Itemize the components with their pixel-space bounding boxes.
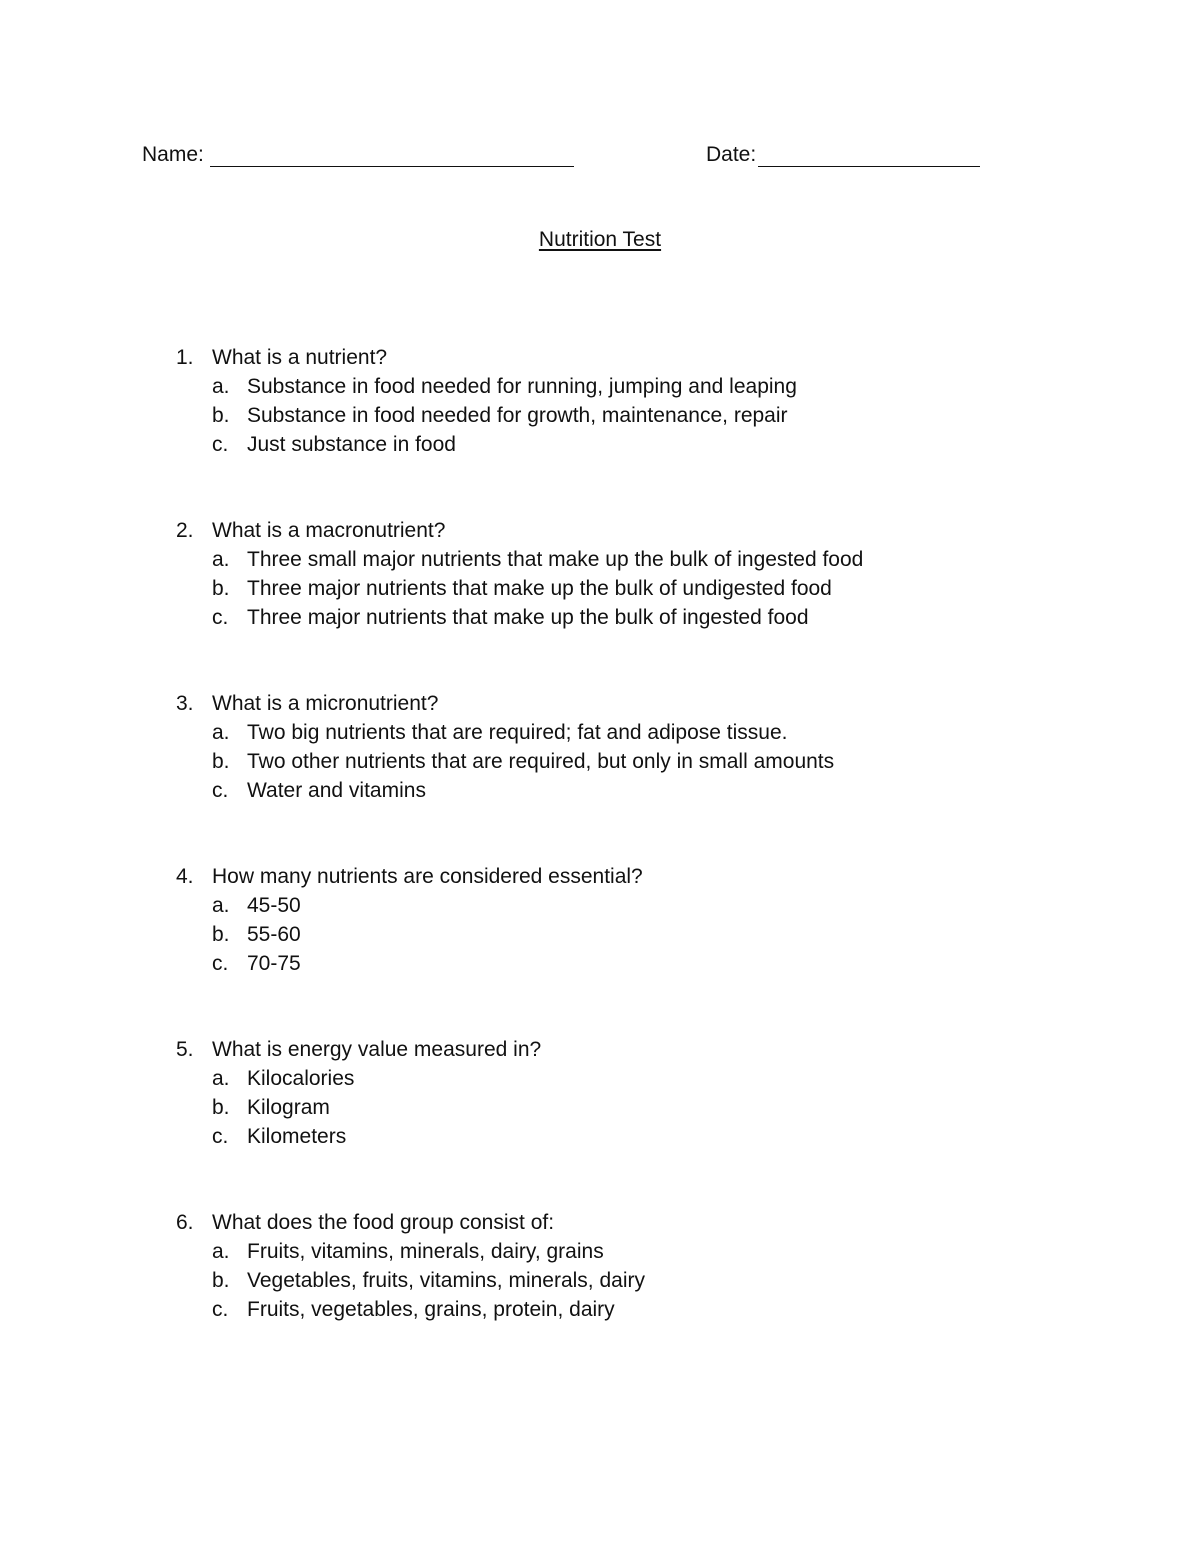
- option-text: Substance in food needed for running, jumping and leaping: [247, 375, 797, 398]
- option-letter: b.: [212, 1096, 230, 1119]
- question-row: [176, 689, 1036, 718]
- option-text: Kilometers: [247, 1125, 347, 1148]
- option-letter: b.: [212, 577, 230, 600]
- question-text: What is a nutrient?: [212, 346, 388, 369]
- option-letter: c.: [212, 952, 229, 975]
- question-row: [176, 343, 1036, 372]
- question-number: 2.: [176, 519, 194, 542]
- page-title: [0, 228, 1200, 252]
- option-text: Vegetables, fruits, vitamins, minerals, dairy: [247, 1269, 645, 1292]
- question-number: 5.: [176, 1038, 194, 1061]
- question-row: [176, 862, 1036, 891]
- option-text: Just substance in food: [247, 433, 456, 456]
- answer-options: [176, 545, 1036, 632]
- question-item: [176, 862, 1036, 978]
- option-text: Three major nutrients that make up the bulk of ingested food: [247, 606, 809, 629]
- option-letter: a.: [212, 548, 230, 571]
- question-number: 4.: [176, 865, 194, 888]
- question-text: What is energy value measured in?: [212, 1038, 542, 1061]
- answer-options: [176, 718, 1036, 805]
- question-item: [176, 1035, 1036, 1151]
- option-letter: c.: [212, 1298, 229, 1321]
- option-text: Fruits, vegetables, grains, protein, dairy: [247, 1298, 615, 1321]
- answer-options: [176, 1237, 1036, 1324]
- answer-option: [176, 747, 1036, 776]
- option-letter: b.: [212, 923, 230, 946]
- answer-options: [176, 372, 1036, 459]
- option-text: Substance in food needed for growth, maintenance, repair: [247, 404, 788, 427]
- answer-option: [176, 430, 1036, 459]
- question-text: What does the food group consist of:: [212, 1211, 555, 1234]
- option-letter: c.: [212, 1125, 229, 1148]
- name-field: [142, 140, 574, 167]
- name-label: Name:: [142, 143, 204, 166]
- question-row: [176, 1208, 1036, 1237]
- option-text: Three major nutrients that make up the bulk of undigested food: [247, 577, 832, 600]
- question-row: [176, 1035, 1036, 1064]
- question-item: [176, 1208, 1036, 1324]
- question-number: 1.: [176, 346, 194, 369]
- question-text: How many nutrients are considered essential?: [212, 865, 643, 888]
- option-letter: a.: [212, 721, 230, 744]
- answer-option: [176, 401, 1036, 430]
- question-number: 3.: [176, 692, 194, 715]
- answer-option: [176, 776, 1036, 805]
- question-item: [176, 516, 1036, 632]
- question-item: [176, 343, 1036, 459]
- title-text: Nutrition Test: [538, 228, 662, 251]
- answer-option: [176, 545, 1036, 574]
- option-text: 45-50: [247, 894, 301, 917]
- option-text: Water and vitamins: [247, 779, 426, 802]
- answer-option: [176, 574, 1036, 603]
- option-text: 70-75: [247, 952, 301, 975]
- answer-options: [176, 891, 1036, 978]
- option-text: Two big nutrients that are required; fat and adipose tissue.: [247, 721, 788, 744]
- option-text: Three small major nutrients that make up the bulk of ingested food: [247, 548, 864, 571]
- answer-option: [176, 1064, 1036, 1093]
- option-text: Kilocalories: [247, 1067, 355, 1090]
- option-text: Two other nutrients that are required, but only in small amounts: [247, 750, 835, 773]
- answer-option: [176, 1093, 1036, 1122]
- option-letter: b.: [212, 1269, 230, 1292]
- option-letter: c.: [212, 779, 229, 802]
- answer-option: [176, 891, 1036, 920]
- header-fields: [142, 140, 1002, 174]
- option-letter: a.: [212, 1067, 230, 1090]
- option-text: 55-60: [247, 923, 301, 946]
- answer-option: [176, 718, 1036, 747]
- answer-option: [176, 1295, 1036, 1324]
- answer-option: [176, 1122, 1036, 1151]
- date-blank-line: [758, 140, 980, 167]
- question-text: What is a macronutrient?: [212, 519, 446, 542]
- question-number: 6.: [176, 1211, 194, 1234]
- option-letter: b.: [212, 404, 230, 427]
- option-letter: c.: [212, 606, 229, 629]
- option-text: Kilogram: [247, 1096, 330, 1119]
- answer-options: [176, 1064, 1036, 1151]
- question-row: [176, 516, 1036, 545]
- date-field: [706, 140, 980, 167]
- option-letter: a.: [212, 894, 230, 917]
- option-letter: a.: [212, 1240, 230, 1263]
- date-label: Date:: [706, 143, 757, 166]
- answer-option: [176, 1237, 1036, 1266]
- option-letter: a.: [212, 375, 230, 398]
- option-text: Fruits, vitamins, minerals, dairy, grains: [247, 1240, 604, 1263]
- answer-option: [176, 920, 1036, 949]
- name-blank-line: [210, 140, 574, 167]
- option-letter: b.: [212, 750, 230, 773]
- question-item: [176, 689, 1036, 805]
- question-text: What is a micronutrient?: [212, 692, 439, 715]
- answer-option: [176, 603, 1036, 632]
- option-letter: c.: [212, 433, 229, 456]
- answer-option: [176, 949, 1036, 978]
- answer-option: [176, 1266, 1036, 1295]
- question-list: [176, 343, 1036, 1381]
- answer-option: [176, 372, 1036, 401]
